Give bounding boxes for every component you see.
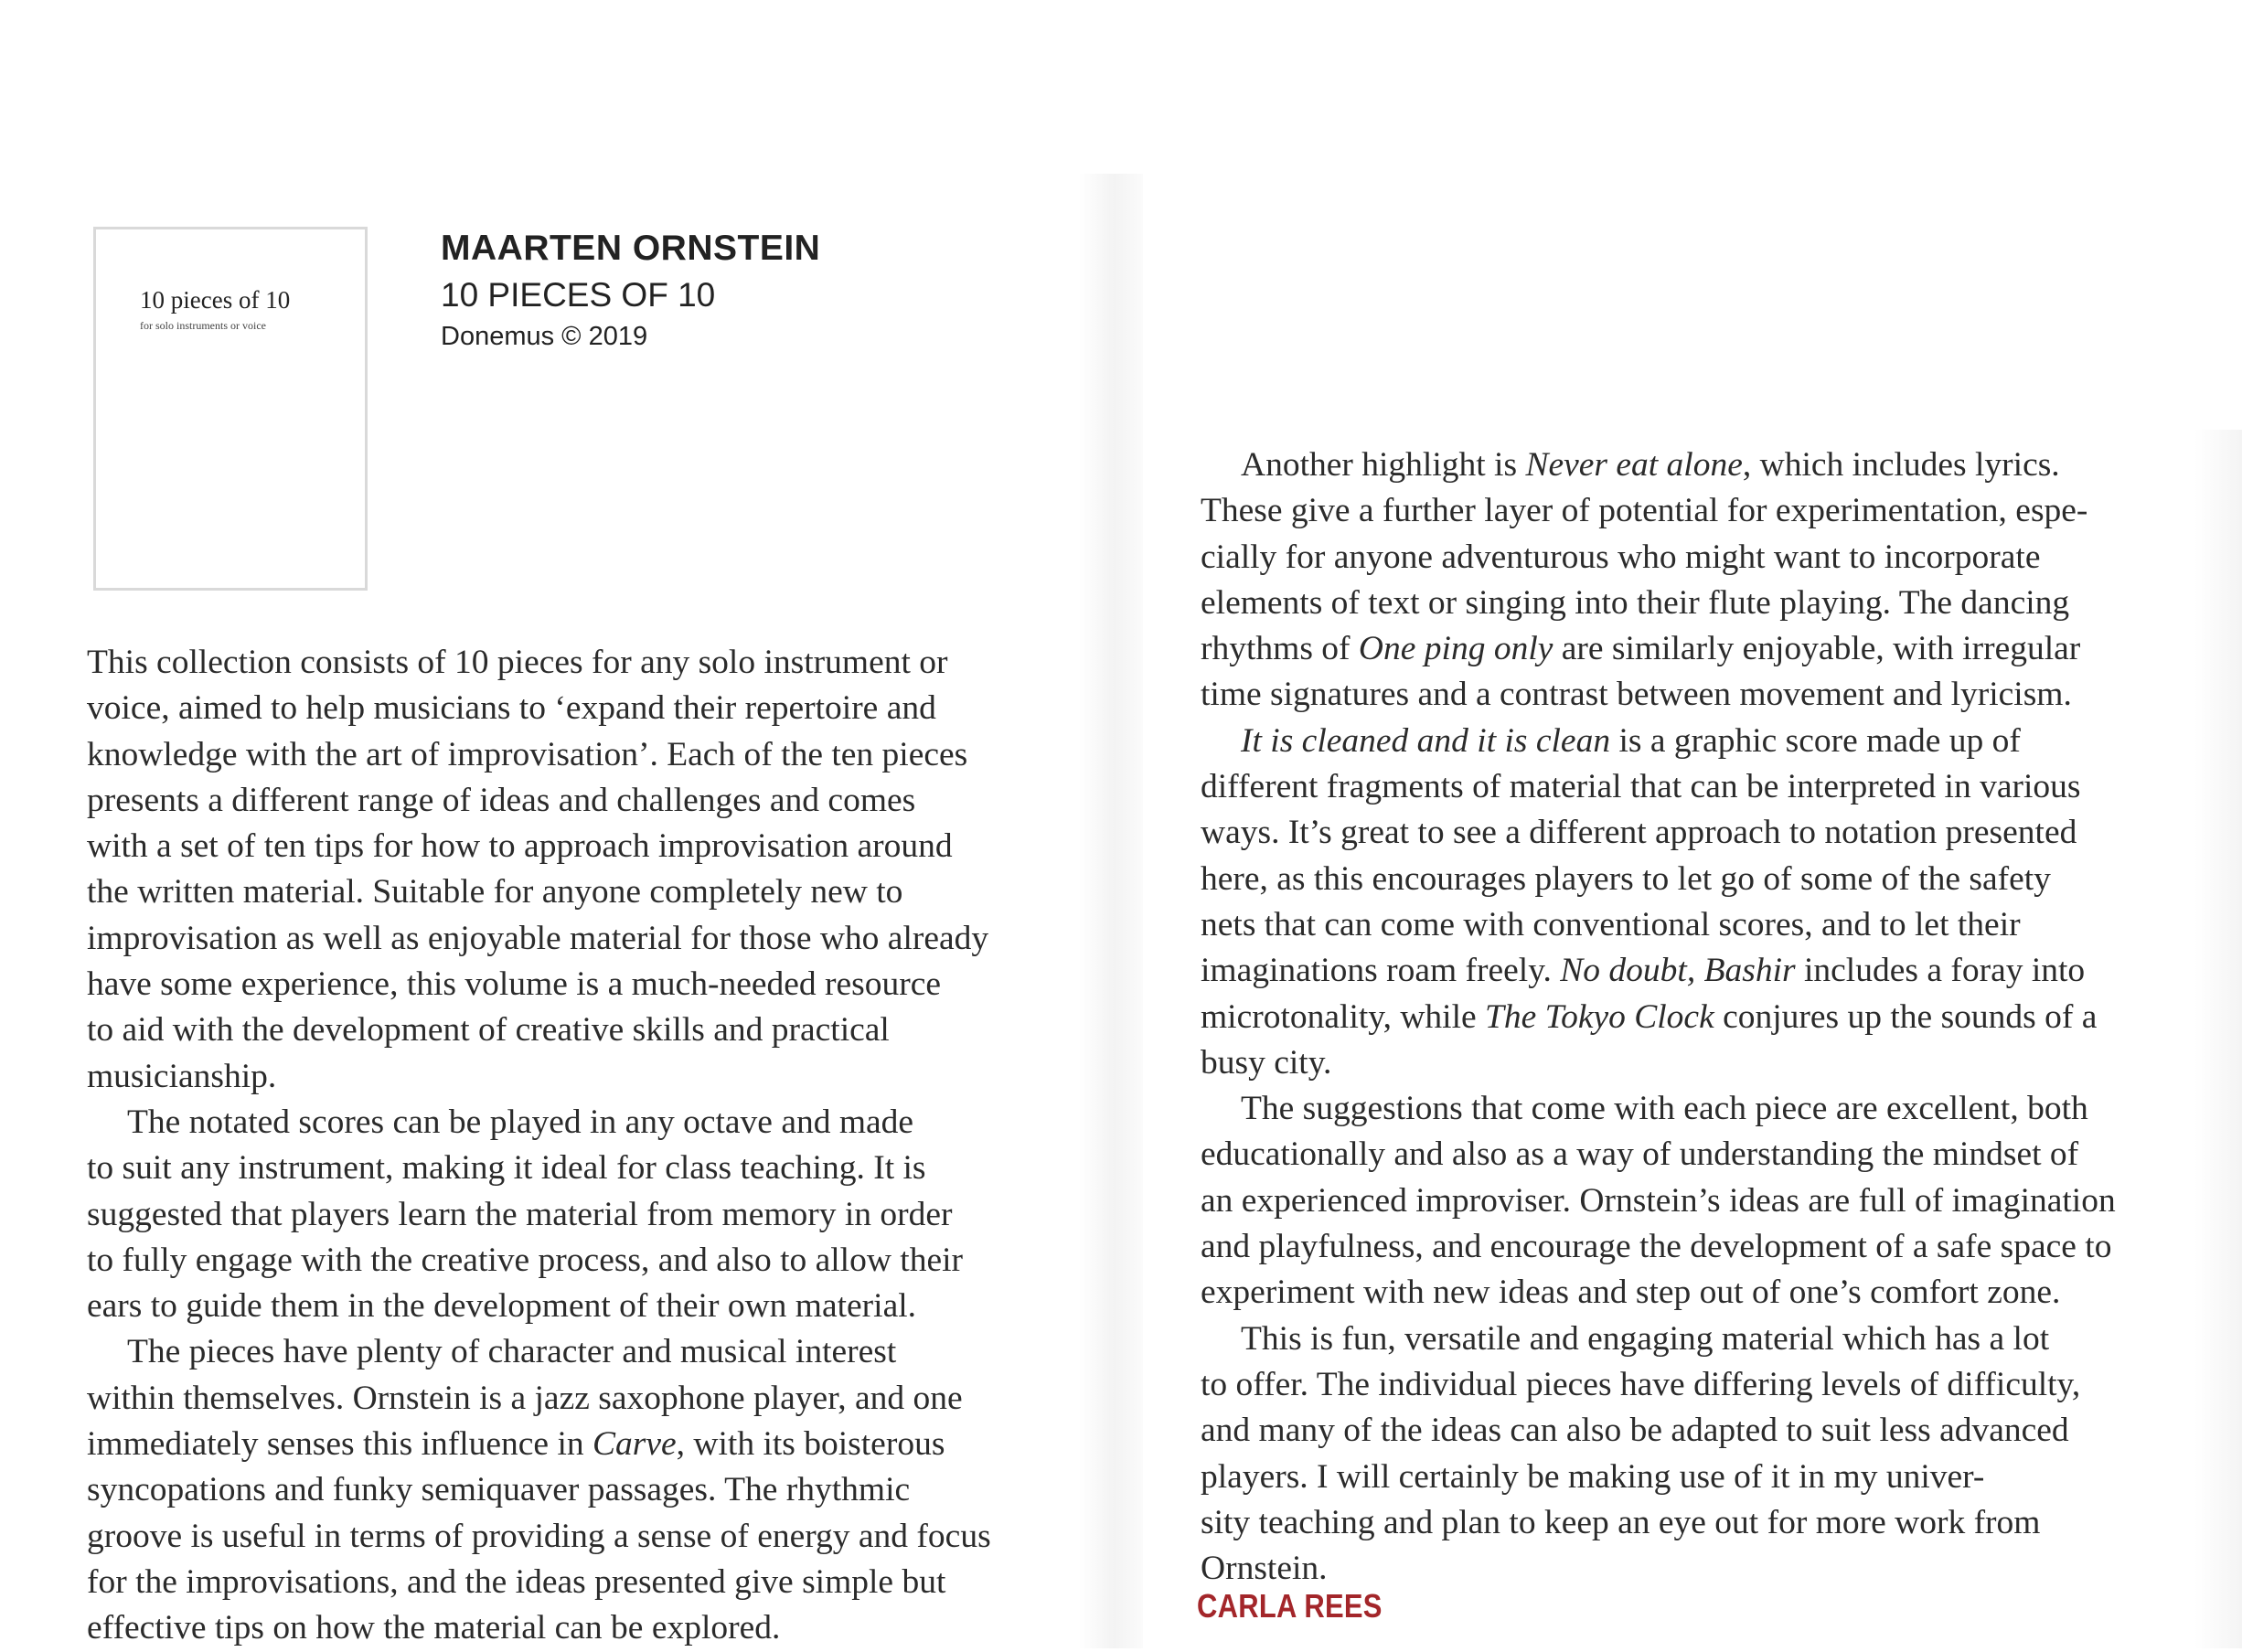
text-line [87, 1376, 1056, 1422]
text-line [87, 778, 1056, 824]
text-line [1201, 1224, 2179, 1270]
text-line [1201, 1040, 2179, 1086]
text-segment: different fragments of material that can be interpreted in various [1201, 768, 2081, 806]
text-segment: to offer. The individual pieces have differing levels of difficulty, [1201, 1365, 2081, 1403]
text-line [1201, 1178, 2179, 1224]
italic-title: One ping only [1358, 630, 1553, 668]
text-line [1201, 488, 2179, 534]
text-segment: educationally and also as a way of understanding the mindset of [1201, 1135, 2079, 1174]
text-segment: The notated scores can be played in any octave and made [127, 1103, 914, 1141]
text-line [1201, 1455, 2179, 1500]
italic-title: It is cleaned and it is clean [1241, 721, 1611, 760]
italic-title: Never eat alone [1525, 446, 1743, 484]
text-line [1201, 1408, 2179, 1454]
text-line [1201, 1316, 2179, 1362]
text-line [87, 1100, 1056, 1146]
text-segment: musicianship. [87, 1057, 277, 1095]
text-segment: imaginations roam freely. [1201, 952, 1561, 990]
text-line [1201, 535, 2179, 581]
text-segment: includes a foray into [1795, 952, 2086, 990]
text-segment: to fully engage with the creative process, and also to allow their [87, 1241, 964, 1279]
text-line [87, 1605, 1056, 1651]
text-segment: players. I will certainly be making use of it in my univer- [1201, 1457, 1985, 1496]
text-segment: an experienced improviser. Ornstein’s ideas are full of imagination [1201, 1181, 2116, 1220]
text-line [1201, 1546, 2179, 1592]
text-segment: The suggestions that come with each piece are excellent, both [1241, 1090, 2088, 1128]
text-line [87, 1146, 1056, 1191]
text-line [87, 1514, 1056, 1560]
text-line [1201, 672, 2179, 718]
text-segment: nets that can come with conventional scores, and to let their [1201, 905, 2021, 943]
review-author: MAARTEN ORNSTEIN [441, 229, 821, 268]
text-line [1201, 1500, 2179, 1546]
text-segment: groove is useful in terms of providing a sense of energy and focus [87, 1517, 991, 1555]
text-segment: rhythms of [1201, 630, 1359, 668]
text-segment: within themselves. Ornstein is a jazz saxophone player, and one [87, 1379, 963, 1417]
text-segment: presents a different range of ideas and challenges and comes [87, 781, 916, 819]
text-line [87, 686, 1056, 731]
text-line [87, 1284, 1056, 1329]
text-segment: are similarly enjoyable, with irregular [1553, 630, 2081, 668]
text-line [1201, 1270, 2179, 1316]
italic-title: Carve [593, 1425, 677, 1464]
text-segment: for the improvisations, and the ideas presented give simple but [87, 1562, 946, 1601]
text-segment: Ornstein. [1201, 1550, 1328, 1588]
text-segment: improvisation as well as enjoyable material for those who already [87, 919, 989, 957]
text-segment: ways. It’s great to see a different approach to notation presented [1201, 814, 2077, 852]
text-line [1201, 626, 2179, 672]
text-line [1201, 719, 2179, 764]
text-segment: voice, aimed to help musicians to ‘expand their repertoire and [87, 689, 936, 728]
text-line [87, 1007, 1056, 1053]
text-segment: cially for anyone adventurous who might want to incorporate [1201, 538, 2041, 576]
text-line [87, 732, 1056, 778]
text-line [1201, 764, 2179, 810]
text-segment: to aid with the development of creative skills and practical [87, 1011, 890, 1050]
text-line [87, 824, 1056, 869]
text-segment: elements of text or singing into their flute playing. The dancing [1201, 583, 2070, 622]
italic-title: The Tokyo Clock [1485, 997, 1714, 1036]
reviewer-signature: CARLA REES [1197, 1587, 1383, 1625]
text-line [87, 640, 1056, 686]
text-segment: busy city. [1201, 1043, 1332, 1082]
cover-title: 10 pieces of 10 [140, 286, 291, 314]
text-segment: effective tips on how the material can be explored. [87, 1609, 781, 1647]
text-segment: These give a further layer of potential for experimentation, espe- [1201, 492, 2088, 530]
text-segment: experiment with new ideas and step out of one’s comfort zone. [1201, 1274, 2061, 1312]
text-line [1201, 442, 2179, 488]
text-segment: This is fun, versatile and engaging material which has a lot [1241, 1319, 2050, 1358]
right-text-column [1201, 442, 2179, 1592]
book-cover [93, 227, 368, 591]
text-segment: syncopations and funky semiquaver passages. The rhythmic [87, 1471, 911, 1509]
text-segment: with a set of ten tips for how to approach improvisation around [87, 827, 953, 866]
text-segment: time signatures and a contrast between movement and lyricism. [1201, 676, 2072, 714]
text-segment: and many of the ideas can also be adapted to suit less advanced [1201, 1412, 2069, 1450]
text-segment: ears to guide them in the development of their own material. [87, 1287, 917, 1326]
text-segment: microtonality, while [1201, 997, 1486, 1036]
cover-subtitle: for solo instruments or voice [140, 319, 266, 332]
text-segment: knowledge with the art of improvisation’. Each of the ten pieces [87, 735, 968, 773]
text-line [87, 962, 1056, 1007]
text-segment: and playfulness, and encourage the development of a safe space to [1201, 1228, 2112, 1266]
text-line [87, 869, 1056, 915]
text-line [1201, 995, 2179, 1040]
text-line [87, 1329, 1056, 1375]
italic-title: No doubt, Bashir [1560, 952, 1796, 990]
text-line [87, 1054, 1056, 1100]
page-gutter [1079, 174, 1143, 1648]
text-line [87, 1238, 1056, 1284]
text-segment: conjures up the sounds of a [1714, 997, 2098, 1036]
text-segment: is a graphic score made up of [1610, 721, 2021, 760]
text-segment: The pieces have plenty of character and musical interest [127, 1333, 897, 1371]
text-line [1201, 902, 2179, 948]
text-segment: have some experience, this volume is a much-needed resource [87, 965, 942, 1004]
text-line [1201, 1132, 2179, 1178]
text-segment: suggested that players learn the material from memory in order [87, 1195, 953, 1233]
page-edge-shadow [2194, 430, 2242, 1648]
review-publisher: Donemus © 2019 [441, 322, 648, 351]
text-line [87, 916, 1056, 962]
text-line [87, 1560, 1056, 1605]
left-text-column [87, 640, 1056, 1652]
text-segment: Another highlight is [1241, 446, 1526, 484]
text-segment: immediately senses this influence in [87, 1425, 593, 1464]
text-line [1201, 948, 2179, 994]
text-segment: the written material. Suitable for anyone completely new to [87, 873, 903, 911]
text-line [1201, 810, 2179, 856]
text-segment: , with its boisterous [676, 1425, 945, 1464]
text-segment: sity teaching and plan to keep an eye out for more work from [1201, 1503, 2041, 1541]
text-line [1201, 1362, 2179, 1408]
review-book-title: 10 PIECES OF 10 [441, 276, 716, 314]
text-line [87, 1467, 1056, 1513]
text-segment: This collection consists of 10 pieces for any solo instrument or [87, 644, 948, 681]
text-line [87, 1192, 1056, 1238]
text-line [1201, 581, 2179, 626]
text-line [87, 1422, 1056, 1467]
text-line [1201, 1086, 2179, 1132]
text-segment: , which includes lyrics. [1742, 446, 2060, 484]
text-line [1201, 857, 2179, 902]
text-segment: to suit any instrument, making it ideal for class teaching. It is [87, 1149, 926, 1188]
text-segment: here, as this encourages players to let go of some of the safety [1201, 859, 2051, 898]
